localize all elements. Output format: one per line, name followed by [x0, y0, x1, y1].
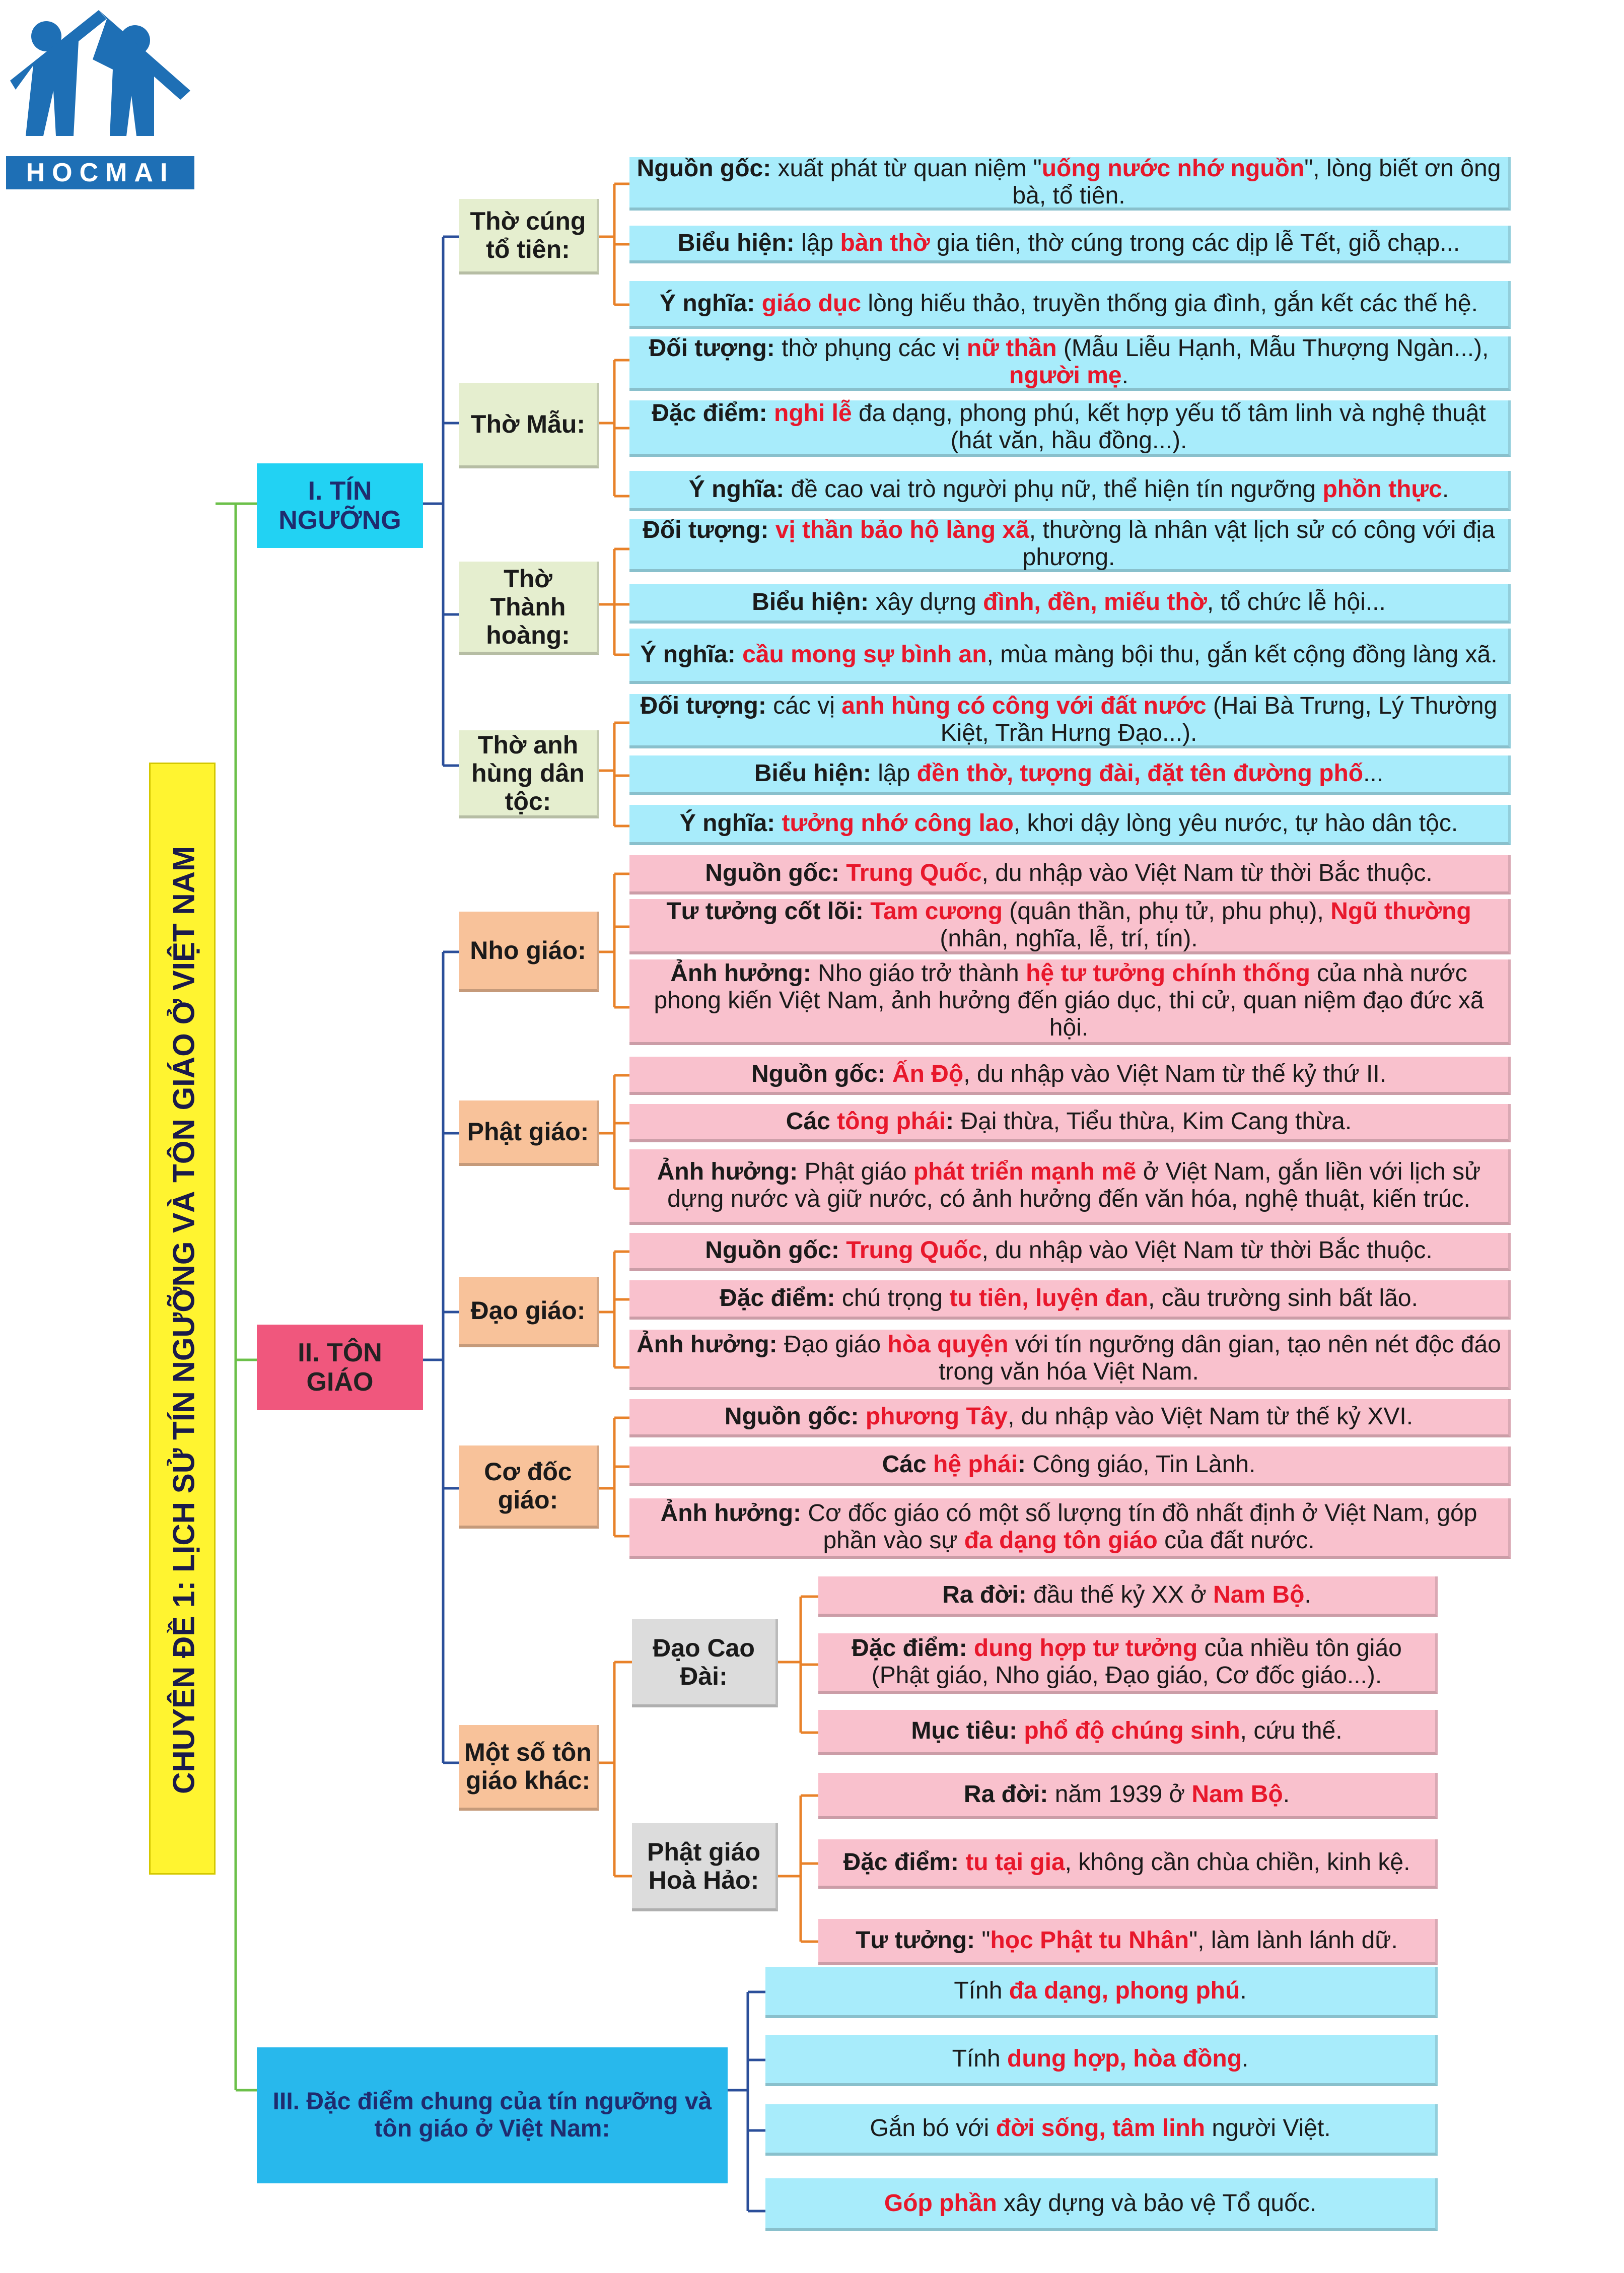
body-text: Gắn bó với — [870, 2115, 996, 2142]
body-text: , cứu thế. — [1240, 1717, 1343, 1745]
cao-dai-connector — [778, 1597, 818, 1733]
body-text: xây dựng — [869, 589, 983, 616]
leaf-cao-dai-muc-tieu — [818, 1710, 1438, 1755]
leaf-dao-giao-nguon-goc — [629, 1233, 1511, 1271]
node-dao-giao: Đạo giáo: — [459, 1277, 599, 1347]
label-text: Ảnh hưởng: — [670, 960, 811, 987]
node-phat-giao-hoa-hao: Phật giáo Hoà Hảo: — [632, 1823, 778, 1911]
tho-thanh-hoang-connector — [599, 549, 629, 655]
mot-so-connector — [599, 1662, 632, 1876]
tho-anh-hung-connector — [599, 723, 629, 826]
highlight-text: Nam Bộ — [1213, 1581, 1305, 1609]
leaf-co-doc-anh-huong — [629, 1498, 1511, 1559]
leaf-hoa-hao-dac-diem — [818, 1839, 1438, 1889]
highlight-text: anh hùng có công với đất nước — [841, 693, 1207, 720]
highlight-text: giáo dục — [761, 290, 862, 317]
leaf-cao-dai-dac-diem — [818, 1633, 1438, 1694]
label-text: Đặc điểm: — [843, 1849, 959, 1876]
node-tho-cung-to-tien: Thờ cúng tổ tiên: — [459, 199, 599, 274]
label-text: Các — [786, 1108, 837, 1135]
leaf-text — [640, 641, 1497, 668]
nho-giao-connector — [599, 874, 629, 1007]
highlight-text: hòa quyện — [887, 1331, 1009, 1358]
root-connector — [216, 504, 257, 2090]
leaf-text — [954, 1977, 1246, 2005]
body-text — [1017, 1717, 1024, 1744]
leaf-text — [754, 760, 1383, 787]
body-text: ", làm lành lánh dữ. — [1189, 1927, 1398, 1954]
body-text: lập — [794, 229, 840, 256]
body-text: (Mẫu Liễu Hạnh, Mẫu Thượng Ngàn...), — [1056, 335, 1489, 362]
highlight-text: Ấn Độ — [892, 1061, 964, 1088]
tho-mau-connector — [599, 360, 629, 496]
body-text: gia tiên, thờ cúng trong các dịp lễ Tết, giỗ chạp... — [930, 229, 1460, 256]
body-text — [839, 860, 846, 886]
body-text: năm 1939 ở — [1048, 1781, 1192, 1808]
leaf-text — [637, 898, 1501, 952]
body-text: với tín ngưỡng dân gian, tạo nên nét độc đáo trong văn hóa Việt Nam. — [939, 1331, 1501, 1385]
label-text: Các — [882, 1451, 934, 1478]
label-text: Ra đời: — [963, 1781, 1048, 1808]
highlight-text: bàn thờ — [840, 229, 930, 256]
leaf-chung-gan-bo — [765, 2104, 1438, 2156]
label-text: Ý nghĩa: — [679, 810, 775, 837]
body-text: . — [1283, 1781, 1290, 1808]
highlight-text: dung hợp, hòa đồng — [1007, 2045, 1242, 2073]
leaf-text — [825, 1635, 1428, 1689]
body-text — [775, 810, 782, 837]
label-text: Đối tượng: — [649, 335, 775, 362]
highlight-text: tưởng nhớ công lao — [782, 810, 1014, 837]
body-text: thờ phụng các vị — [774, 335, 967, 362]
body-text: ở Việt Nam, gắn liền với lịch sử dựng nước và giữ nước, có ảnh hưởng đến văn hóa, nghệ thuật, kiến trúc. — [667, 1158, 1481, 1212]
body-text — [736, 641, 742, 668]
label-text: Nguồn gốc: — [705, 1237, 839, 1264]
node-tho-anh-hung-dan-toc: Thờ anh hùng dân tộc: — [459, 730, 599, 818]
leaf-text — [964, 1781, 1290, 1808]
body-text: " — [975, 1927, 991, 1954]
node-mot-so-ton-giao-khac: Một số tôn giáo khác: — [459, 1725, 599, 1811]
leaf-chung-gop-phan — [765, 2178, 1438, 2231]
two-people-house-icon — [3, 5, 193, 156]
highlight-text: uống nước nhớ nguồn — [1041, 155, 1305, 182]
leaf-text — [637, 400, 1501, 454]
body-text — [859, 1403, 866, 1430]
highlight-text: phát triển mạnh mẽ — [913, 1158, 1137, 1186]
highlight-text: vị thần bảo hộ làng xã — [775, 517, 1029, 544]
leaf-text — [952, 2045, 1249, 2073]
body-text: xuất phát từ quan niệm " — [771, 155, 1042, 182]
body-text: Cơ đốc giáo có một số lượng tín đồ nhất định ở Việt Nam, góp phần vào sự — [801, 1500, 1477, 1554]
leaf-phat-giao-nguon-goc — [629, 1057, 1511, 1095]
body-text: (nhân, nghĩa, lễ, trí, tín). — [940, 925, 1198, 952]
leaf-text — [637, 1331, 1501, 1386]
body-text: của nhà nước phong kiến Việt Nam, ảnh hưởng đến giáo dục, thi cử, quan niệm đạo đức xã hội. — [654, 960, 1484, 1041]
highlight-text: Góp phần — [884, 2189, 997, 2217]
label-text: Tư tưởng: — [856, 1927, 975, 1954]
leaf-text — [660, 290, 1478, 317]
node-nho-giao: Nho giáo: — [459, 912, 599, 992]
leaf-text — [637, 517, 1501, 571]
section-ton-giao: II. TÔN GIÁO — [257, 1325, 423, 1410]
highlight-text: học Phật tu Nhân — [990, 1927, 1189, 1954]
body-text: , du nhập vào Việt Nam từ thế kỷ XVI. — [1008, 1403, 1414, 1430]
leaf-text — [843, 1849, 1410, 1876]
highlight-text: phương Tây — [865, 1403, 1008, 1430]
body-text: ... — [1363, 760, 1384, 787]
leaf-tho-mau-dac-diem — [629, 400, 1511, 457]
leaf-nho-giao-anh-huong — [629, 959, 1511, 1045]
label-text: : — [946, 1108, 954, 1135]
highlight-text: đình, đền, miếu thờ — [983, 589, 1207, 616]
sec2-connector — [423, 952, 459, 1763]
leaf-text — [942, 1581, 1311, 1609]
leaf-anh-hung-bieu-hien — [629, 755, 1511, 795]
label-text: Nguồn gốc: — [637, 155, 771, 182]
co-doc-connector — [599, 1418, 629, 1536]
leaf-text — [678, 230, 1460, 257]
leaf-tho-cung-y-nghia — [629, 281, 1511, 329]
label-text: Tư tưởng cốt lõi: — [666, 898, 864, 925]
body-text: Đạo giáo — [777, 1331, 888, 1358]
body-text: của đất nước. — [1157, 1527, 1315, 1554]
leaf-tho-cung-bieu-hien — [629, 226, 1511, 263]
leaf-chung-da-dang — [765, 1967, 1438, 2018]
highlight-text: đa dạng tôn giáo — [964, 1527, 1158, 1554]
body-text: Công giáo, Tin Lành. — [1026, 1451, 1256, 1478]
label-text: Đối tượng: — [643, 517, 769, 544]
leaf-text — [882, 1451, 1256, 1478]
leaf-text — [637, 1500, 1501, 1554]
section-dac-diem-chung: III. Đặc điểm chung của tín ngưỡng và tôn giáo ở Việt Nam: — [257, 2047, 728, 2183]
highlight-text: người mẹ — [1009, 362, 1122, 389]
label-text: Đặc điểm: — [652, 400, 767, 427]
highlight-text: nghi lễ — [774, 400, 852, 427]
body-text: Tính — [954, 1977, 1009, 2005]
leaf-text — [751, 1061, 1386, 1088]
highlight-text: hệ phái — [933, 1451, 1018, 1478]
body-text: đề cao vai trò người phụ nữ, thể hiện tín ngưỡng — [784, 476, 1323, 503]
leaf-text — [720, 1285, 1418, 1312]
leaf-text — [680, 810, 1458, 837]
leaf-thanh-hoang-y-nghia — [629, 629, 1511, 684]
body-text: người Việt. — [1205, 2115, 1331, 2142]
body-text: , du nhập vào Việt Nam từ thế kỷ thứ II. — [963, 1061, 1387, 1088]
highlight-text: Tam cương — [870, 898, 1003, 925]
leaf-chung-dung-hop — [765, 2035, 1438, 2086]
phat-giao-connector — [599, 1075, 629, 1189]
leaf-nho-giao-tu-tuong — [629, 899, 1511, 954]
highlight-text: phổ độ chúng sinh — [1024, 1717, 1240, 1745]
body-text: đa dạng, phong phú, kết hợp yếu tố tâm linh và nghệ thuật (hát văn, hầu đồng...). — [852, 400, 1486, 454]
label-text: Ý nghĩa: — [660, 290, 755, 317]
leaf-phat-giao-tong-phai — [629, 1104, 1511, 1142]
body-text: (Hai Bà Trưng, Lý Thường Kiệt, Trần Hưng Đạo...). — [940, 693, 1498, 746]
hocmai-logo[interactable] — [3, 5, 193, 187]
leaf-text — [752, 589, 1386, 616]
leaf-dao-giao-dac-diem — [629, 1280, 1511, 1320]
label-text: : — [1018, 1451, 1026, 1478]
body-text — [967, 1635, 974, 1662]
leaf-dao-giao-anh-huong — [629, 1330, 1511, 1390]
body-text: đầu thế kỷ XX ở — [1026, 1581, 1214, 1609]
leaf-cao-dai-ra-doi — [818, 1576, 1438, 1617]
leaf-hoa-hao-tu-tuong — [818, 1919, 1438, 1965]
body-text: của nhiều tôn giáo (Phật giáo, Nho giáo, Đạo giáo, Cơ đốc giáo...). — [871, 1635, 1402, 1689]
label-text: Biểu hiện: — [677, 229, 795, 256]
node-tho-mau: Thờ Mẫu: — [459, 383, 599, 468]
body-text — [755, 290, 761, 317]
leaf-text — [637, 155, 1501, 210]
body-text: . — [1121, 362, 1128, 389]
highlight-text: tu tại gia — [965, 1849, 1065, 1876]
label-text: Đối tượng: — [640, 693, 766, 720]
body-text — [959, 1849, 965, 1876]
leaf-anh-hung-y-nghia — [629, 805, 1511, 845]
leaf-text — [911, 1717, 1342, 1745]
leaf-tho-cung-nguon-goc — [629, 157, 1511, 211]
highlight-text: phồn thực — [1322, 476, 1442, 503]
leaf-thanh-hoang-doi-tuong — [629, 519, 1511, 572]
node-co-doc-giao: Cơ đốc giáo: — [459, 1445, 599, 1529]
leaf-co-doc-nguon-goc — [629, 1399, 1511, 1437]
body-text: các vị — [766, 693, 842, 720]
leaf-text — [637, 693, 1501, 747]
leaf-text — [884, 2190, 1316, 2217]
highlight-text: đền thờ, tượng đài, đặt tên đường phố — [916, 760, 1364, 787]
body-text: . — [1304, 1581, 1311, 1609]
label-text: Ảnh hưởng: — [637, 1331, 778, 1358]
body-text — [767, 400, 774, 427]
leaf-text — [870, 2115, 1330, 2142]
body-text: . — [1240, 1977, 1247, 2005]
leaf-tho-mau-doi-tuong — [629, 336, 1511, 391]
leaf-tho-mau-y-nghia — [629, 471, 1511, 511]
label-text: Nguồn gốc: — [751, 1061, 886, 1088]
highlight-text: tông phái — [837, 1108, 946, 1135]
body-text: lòng hiếu thảo, truyền thống gia đình, gắn kết các thế hệ. — [861, 290, 1478, 317]
body-text: Đại thừa, Tiểu thừa, Kim Cang thừa. — [954, 1108, 1352, 1135]
body-text: Tính — [952, 2045, 1008, 2073]
leaf-text — [705, 860, 1433, 887]
body-text: , du nhập vào Việt Nam từ thời Bắc thuộc. — [981, 1237, 1433, 1264]
hoa-hao-connector — [778, 1796, 818, 1942]
highlight-text: đa dạng, phong phú — [1009, 1977, 1240, 2005]
body-text: (quân thần, phụ tử, phu phụ), — [1002, 898, 1331, 925]
body-text: , không cần chùa chiền, kinh kệ. — [1065, 1849, 1410, 1876]
label-text: Đặc điểm: — [720, 1285, 835, 1312]
body-text: , thường là nhân vật lịch sử có công với địa phương. — [1022, 517, 1495, 571]
label-text: Ảnh hưởng: — [657, 1158, 798, 1186]
leaf-hoa-hao-ra-doi — [818, 1773, 1438, 1819]
dao-giao-connector — [599, 1252, 629, 1367]
node-dao-cao-dai: Đạo Cao Đài: — [632, 1619, 778, 1707]
leaf-text — [856, 1927, 1398, 1954]
highlight-text: cầu mong sự bình an — [742, 641, 987, 668]
highlight-text: Trung Quốc — [846, 860, 982, 887]
leaf-thanh-hoang-bieu-hien — [629, 584, 1511, 624]
highlight-text: Ngũ thường — [1330, 898, 1471, 925]
label-text: Ra đời: — [942, 1581, 1027, 1609]
leaf-text — [637, 335, 1501, 389]
label-text: Ảnh hưởng: — [660, 1500, 802, 1527]
body-text: ", lòng biết ơn ông bà, tổ tiên. — [1012, 155, 1501, 209]
label-text: Mục tiêu: — [911, 1717, 1018, 1745]
body-text — [768, 517, 775, 543]
highlight-text: dung hợp tư tưởng — [973, 1635, 1198, 1662]
label-text: Đặc điểm: — [852, 1635, 967, 1662]
body-text: . — [1242, 2045, 1249, 2073]
body-text — [864, 898, 870, 925]
body-text — [886, 1061, 892, 1087]
leaf-text — [689, 476, 1449, 503]
body-text: , khơi dậy lòng yêu nước, tự hào dân tộc. — [1013, 810, 1458, 837]
node-phat-giao: Phật giáo: — [459, 1100, 599, 1166]
label-text: Ý nghĩa: — [688, 476, 785, 503]
body-text: lập — [871, 760, 917, 787]
highlight-text: đời sống, tâm linh — [996, 2115, 1206, 2142]
leaf-text — [786, 1108, 1352, 1135]
highlight-text: hệ tư tưởng chính thống — [1026, 960, 1310, 987]
body-text: , tổ chức lễ hội... — [1207, 589, 1386, 616]
body-text — [839, 1237, 846, 1264]
label-text: Biểu hiện: — [754, 760, 871, 787]
label-text: Nguồn gốc: — [705, 860, 839, 887]
body-text: , cầu trường sinh bất lão. — [1148, 1285, 1418, 1312]
sec3-connector — [728, 1992, 765, 2211]
leaf-nho-giao-nguon-goc — [629, 855, 1511, 894]
leaf-text — [725, 1403, 1413, 1430]
label-text: Nguồn gốc: — [724, 1403, 859, 1430]
label-text: Ý nghĩa: — [640, 641, 736, 668]
body-text: , mùa màng bội thu, gắn kết cộng đồng làng xã. — [986, 641, 1498, 668]
highlight-text: nữ thần — [966, 335, 1057, 362]
leaf-anh-hung-doi-tuong — [629, 694, 1511, 748]
body-text: Nho giáo trở thành — [811, 960, 1026, 987]
body-text: Phật giáo — [798, 1158, 913, 1186]
leaf-co-doc-he-phai — [629, 1447, 1511, 1486]
section-tin-nguong: I. TÍN NGƯỠNG — [257, 463, 423, 548]
leaf-text — [637, 1158, 1501, 1213]
node-tho-thanh-hoang: Thờ Thành hoàng: — [459, 562, 599, 655]
sec1-connector — [423, 237, 459, 766]
root-topic — [149, 763, 216, 1875]
body-text: . — [1442, 476, 1449, 503]
body-text: , du nhập vào Việt Nam từ thời Bắc thuộc. — [981, 860, 1433, 887]
highlight-text: Nam Bộ — [1191, 1781, 1283, 1808]
root-title: CHUYÊN ĐỀ 1: LỊCH SỬ TÍN NGƯỠNG VÀ TÔN GIÁO Ở VIỆT NAM — [167, 846, 201, 1795]
tho-cung-connector — [599, 184, 629, 305]
highlight-text: tu tiên, luyện đan — [949, 1285, 1148, 1312]
leaf-phat-giao-anh-huong — [629, 1149, 1511, 1225]
body-text: xây dựng và bảo vệ Tổ quốc. — [997, 2189, 1317, 2217]
label-text: Biểu hiện: — [752, 589, 869, 616]
leaf-text — [705, 1237, 1433, 1264]
highlight-text: Trung Quốc — [846, 1237, 982, 1264]
body-text: chú trọng — [835, 1285, 950, 1312]
hocmai-logo-text: HOCMAI — [6, 156, 194, 189]
leaf-text — [637, 960, 1501, 1041]
